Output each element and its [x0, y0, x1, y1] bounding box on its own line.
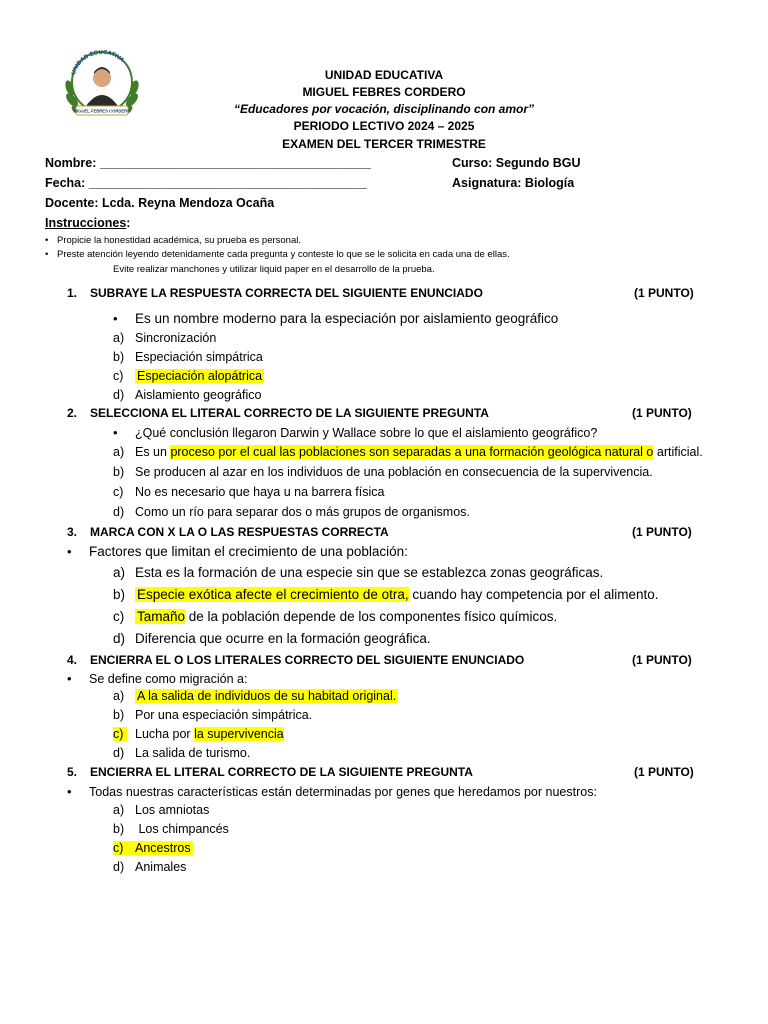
question-3-header: 3. MARCA CON X LA O LAS RESPUESTAS CORRECTA — [67, 525, 389, 539]
question-1-option-d[interactable]: d) Aislamiento geográfico — [113, 388, 262, 402]
question-5-option-a[interactable]: a) Los amniotas — [113, 803, 210, 817]
bullet-icon: • — [45, 249, 49, 260]
school-motto: “Educadores por vocación, disciplinando con amor” — [233, 102, 535, 116]
question-3-prompt: • Factores que limitan el crecimiento de una población: — [67, 544, 408, 559]
question-3-option-b[interactable]: b) Especie exótica afecte el crecimiento de otra, cuando hay competencia por el alimento. — [113, 587, 659, 602]
question-1-option-b[interactable]: b) Especiación simpátrica — [113, 350, 263, 364]
question-2-option-d[interactable]: d) Como un río para separar dos o más grupos de organismos. — [113, 505, 470, 519]
question-3-option-a[interactable]: a) Esta es la formación de una especie sin que se establezca zonas geográficas. — [113, 565, 604, 580]
question-4-option-a[interactable]: a) A la salida de individuos de su habitad original. — [113, 689, 397, 703]
school-name: UNIDAD EDUCATIVA — [324, 68, 444, 82]
question-4-prompt: • Se define como migración a: — [67, 671, 248, 686]
question-5-option-d[interactable]: d) Animales — [113, 860, 187, 874]
question-5-points: (1 PUNTO) — [634, 765, 694, 779]
question-2-option-c[interactable]: c) No es necesario que haya u na barrera física — [113, 485, 385, 499]
exam-title: EXAMEN DEL TERCER TRIMESTRE — [282, 137, 486, 151]
question-3-option-d[interactable]: d) Diferencia que ocurre en la formación geográfica. — [113, 631, 431, 646]
question-4-option-c[interactable]: c) Lucha por la supervivencia — [113, 727, 284, 741]
subject-field: Asignatura: Biología — [452, 176, 575, 190]
course-field: Curso: Segundo BGU — [452, 156, 581, 170]
question-4-option-d[interactable]: d) La salida de turismo. — [113, 746, 251, 760]
instruction-item: • Preste atención leyendo detenidamente cada pregunta y conteste lo que se le solicita en cada una de ellas. — [45, 249, 510, 260]
instruction-item: • Propicie la honestidad académica, su prueba es personal. — [45, 235, 301, 246]
svg-text:UNIDAD EDUCATIVA: UNIDAD EDUCATIVA — [71, 49, 125, 76]
bullet-icon: • — [67, 671, 72, 686]
question-1-option-c[interactable]: c) Especiación alopátrica — [113, 369, 263, 383]
question-5-header: 5. ENCIERRA EL LITERAL CORRECTO DE LA SIGUIENTE PREGUNTA — [67, 765, 473, 779]
bullet-icon: • — [113, 425, 118, 440]
name-field[interactable]: Nombre: _______________________________________ — [45, 156, 371, 170]
question-2-points: (1 PUNTO) — [632, 406, 692, 420]
bullet-icon: • — [67, 544, 72, 559]
question-3-points: (1 PUNTO) — [632, 525, 692, 539]
question-4-header: 4. ENCIERRA EL O LOS LITERALES CORRECTO DEL SIGUIENTE ENUNCIADO — [67, 653, 525, 667]
academic-period: PERIODO LECTIVO 2024 – 2025 — [293, 119, 475, 133]
svg-text:MIGUEL FEBRES CORDERO: MIGUEL FEBRES CORDERO — [73, 108, 131, 114]
bullet-icon: • — [113, 311, 118, 326]
question-1-option-a[interactable]: a) Sincronización — [113, 331, 217, 345]
question-4-points: (1 PUNTO) — [632, 653, 692, 667]
question-2-option-b[interactable]: b) Se producen al azar en los individuos de una población en consecuencia de la supervivencia. — [113, 465, 653, 479]
question-2-option-a[interactable]: a) Es un proceso por el cual las poblaciones son separadas a una formación geológica natural o artificial. — [113, 445, 703, 459]
question-2-prompt: • ¿Qué conclusión llegaron Darwin y Wallace sobre lo que el aislamiento geográfico? — [113, 425, 598, 440]
date-field[interactable]: Fecha: ________________________________________ — [45, 176, 367, 190]
question-2-header: 2. SELECCIONA EL LITERAL CORRECTO DE LA SIGUIENTE PREGUNTA — [67, 406, 489, 420]
question-1-prompt: • Es un nombre moderno para la especiación por aislamiento geográfico — [113, 311, 559, 326]
question-5-option-b[interactable]: b) Los chimpancés — [113, 822, 229, 836]
question-3-option-c[interactable]: c) Tamaño de la población depende de los componentes físico químicos. — [113, 609, 558, 624]
teacher-field: Docente: Lcda. Reyna Mendoza Ocaña — [45, 196, 275, 210]
question-1-header: 1. SUBRAYE LA RESPUESTA CORRECTA DEL SIGUIENTE ENUNCIADO — [67, 286, 483, 300]
question-5-option-c[interactable]: c) Ancestros — [113, 841, 191, 855]
school-subname: MIGUEL FEBRES CORDERO — [302, 85, 466, 99]
question-5-prompt: • Todas nuestras características están determinadas por genes que heredamos por nuestros: — [67, 784, 597, 799]
question-4-option-b[interactable]: b) Por una especiación simpátrica. — [113, 708, 313, 722]
instructions-title: Instrucciones: — [45, 216, 131, 230]
bullet-icon: • — [67, 784, 72, 799]
question-1-points: (1 PUNTO) — [634, 286, 694, 300]
instruction-extra: Evite realizar manchones y utilizar liquid paper en el desarrollo de la prueba. — [113, 264, 435, 275]
bullet-icon: • — [45, 235, 49, 246]
